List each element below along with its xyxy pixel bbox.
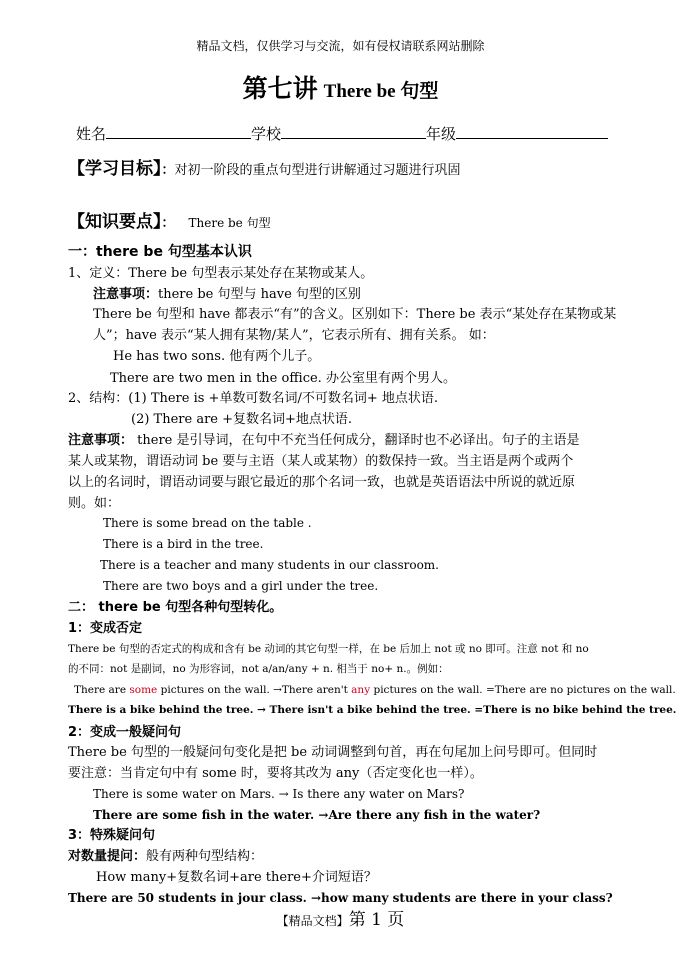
s1-definition: 1、定义：There be 句型表示某处存在某物或某人。 (68, 266, 374, 281)
s1-e2: There is a bird in the tree. (103, 537, 264, 551)
s2-neg-example2: There is a bike behind the tree. → There isn't a bike behind the tree. =There is no bike behind the tree. (68, 704, 677, 716)
keypoints-line: 【知识要点】： There be 句型 (68, 212, 271, 232)
s2-q-example2: There are some fish in the water. →Are there any fish in the water? (93, 808, 541, 822)
s1-note: 注意事项：there be 句型与 have 句型的区别 (93, 287, 361, 302)
name-label: 姓名 (76, 125, 107, 143)
objective-line: 【学习目标】：对初一阶段的重点句型进行讲解通过习题进行巩固 (68, 159, 461, 179)
section1-heading: 一：there be 句型基本认识 (68, 244, 252, 260)
s2-neg-example1: There are some pictures on the wall. →There aren't any pictures on the wall. =There are no pictures on the wall. (74, 684, 676, 696)
s1-e1: There is some bread on the table . (103, 516, 312, 530)
header-notice: 精品文档，仅供学习与交流，如有侵权请联系网站删除 (196, 39, 485, 53)
name-blank[interactable] (106, 124, 251, 139)
s2-q-line1: There be 句型的一般疑问句变化是把 be 动词调整到句首，再在句尾加上问号即可。但同时 (68, 745, 598, 760)
footer-label: 【精品文档】 (276, 914, 349, 928)
section2-heading: 二： there be 句型各种句型转化。 (68, 600, 283, 615)
keypoints-heading: 【知识要点】 (68, 212, 162, 232)
s1-note2-line1: 注意事项： there 是引导词，在句中不充当任何成分，翻译时也不必译出。句子的主语是 (68, 433, 580, 448)
title-cn: 第七讲 (242, 74, 318, 103)
s2-neg-line1: There be 句型的否定式的构成和含有 be 动词的其它句型一样，在 be 后加上 not 或 no 即可。注意 not 和 no (68, 643, 589, 655)
s1-diff-line1: There be 句型和 have 都表示“有”的含义。区别如下：There be 表示“某处存在某物或某 (93, 307, 617, 322)
school-blank[interactable] (281, 124, 426, 139)
s2-neg-line2: 的不同：not 是副词，no 为形容词，not a/an/any + n. 相当于 no+ n.。例如： (68, 663, 449, 675)
s1-e4: There are two boys and a girl under the tree. (103, 579, 379, 593)
s2-h2: 2：变成一般疑问句 (68, 725, 182, 740)
s1-example2: There are two men in the office. 办公室里有两个男人。 (110, 371, 456, 386)
page-number: 第 1 页 (348, 910, 405, 930)
s2-h1: 1：变成否定 (68, 621, 143, 636)
s1-example1: He has two sons. 他有两个儿子。 (113, 349, 321, 364)
title-en: There be 句型 (323, 81, 439, 102)
s1-diff-line2: 人”；have 表示“某人拥有某物/某人”，它表示所有、拥有关系。 如： (93, 328, 495, 343)
s1-e3: There is a teacher and many students in our classroom. (100, 558, 439, 572)
keypoints-text: There be 句型 (188, 216, 271, 230)
page-footer (0, 912, 681, 929)
s2-how-many: How many+复数名词+are there+介词短语？ (96, 870, 377, 885)
school-label: 学校 (251, 125, 282, 143)
s1-note2-line3: 以上的名词时，谓语动词要与跟它最近的那个名词一致，也就是英语语法中所说的就近原 (68, 475, 576, 490)
page-title (0, 76, 681, 101)
objective-heading: 【学习目标】 (68, 159, 162, 179)
s1-note2-line2: 某人或某物，谓语动词 be 要与主语（某人或某物）的数保持一致。当主语是两个或两个 (68, 454, 574, 469)
s2-q-line2: 要注意：当肯定句中有 some 时，要将其改为 any（否定变化也一样）。 (68, 766, 483, 781)
student-info-fields (76, 124, 608, 142)
s1-note2-line4: 则。如： (68, 496, 121, 511)
s2-how-example: There are 50 students in jour class. →how many students are there in your class? (68, 891, 613, 905)
objective-text: 对初一阶段的重点句型进行讲解通过习题进行巩固 (174, 163, 461, 178)
s1-structure1: 2、结构：(1) There is +单数可数名词/不可数名词+ 地点状语. (68, 391, 438, 406)
s1-structure2: (2) There are +复数名词+地点状语. (131, 412, 353, 427)
s2-q-example1: There is some water on Mars. → Is there any water on Mars? (93, 787, 465, 801)
grade-blank[interactable] (456, 124, 608, 139)
s2-h3: 3：特殊疑问句 (68, 828, 156, 843)
s2-num-line: 对数量提问：般有两种句型结构： (68, 849, 264, 864)
grade-label: 年级 (426, 125, 457, 143)
